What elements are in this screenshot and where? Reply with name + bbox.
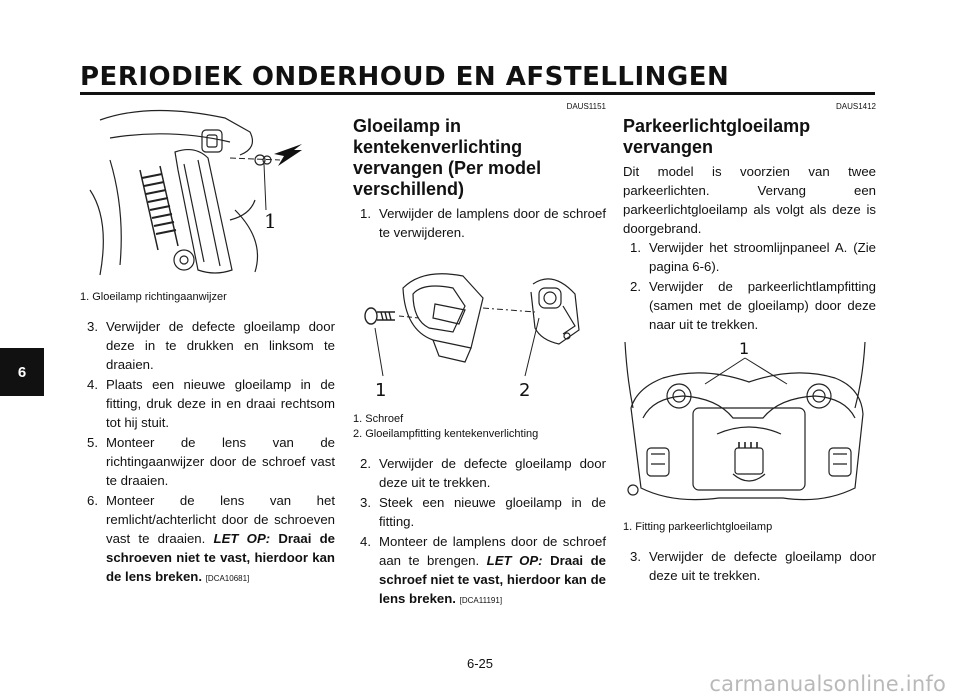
column-1: [80, 100, 335, 589]
list-item: 3. Verwijder de defecte gloeilamp door deze uit te trekken.: [630, 549, 876, 583]
figure-caption: 1. Gloeilamp richtingaanwijzer: [80, 291, 227, 303]
figure-caption: 1. Fitting parkeerlichtgloeilamp: [623, 521, 773, 533]
caution-code: [DCA11191]: [459, 596, 503, 605]
list-item: 4. Monteer de lamplens door de schroef aan te brengen. LET OP: Draai de schroef niet te vast, hierdoor kan de lens breken. [DCA11191]: [360, 534, 606, 606]
list-item: 2. Verwijder de defecte gloeilamp door deze uit te trekken.: [360, 456, 606, 490]
instruction-list: [623, 547, 876, 585]
figure-callout-2: 2: [519, 380, 531, 398]
figure-callout-1: 1: [264, 209, 277, 233]
page-header-title: PERIODIEK ONDERHOUD EN AFSTELLINGEN: [80, 62, 730, 92]
list-item: 6. Monteer de lens van het remlicht/achterlicht door de schroeven vast te draaien. LET OP: Draai de schroeven niet te vast, hierdoor kan de lens breken. [DCA10681]: [87, 493, 335, 584]
instruction-list: [353, 204, 606, 242]
intro-paragraph: Dit model is voorzien van twee parkeerlichten. Vervang een parkeerlichtgloeilamp als volgt als deze is doorgebrand.: [623, 164, 876, 236]
figure-callout-1: 1: [375, 380, 387, 398]
list-item: 3. Steek een nieuwe gloeilamp in de fitting.: [360, 495, 606, 529]
caution-text: Draai de schroef niet te vast, hierdoor kan de lens breken.: [379, 553, 606, 606]
caption-line: 1. Schroef: [353, 413, 404, 425]
license-light-figure: [353, 248, 606, 398]
list-item: 1. Verwijder de lamplens door de schroef te verwijderen.: [360, 206, 606, 240]
instruction-list: [623, 238, 876, 334]
figure-caption: [353, 412, 606, 442]
section-title: Parkeerlichtgloeilamp vervangen: [623, 116, 811, 157]
column-2: [353, 100, 606, 611]
list-item: 3. Verwijder de defecte gloeilamp door deze in te drukken en linksom te draaien.: [87, 319, 335, 372]
caution-code: [DCA10681]: [205, 574, 250, 583]
caption-line: 2. Gloeilampfitting kentekenverlichting: [353, 428, 539, 440]
list-item: 1. Verwijder het stroomlijnpaneel A. (Zie pagina 6-6).: [630, 240, 876, 274]
caution-label: LET OP:: [486, 553, 543, 568]
column-3: [623, 100, 876, 586]
parking-light-figure: [623, 338, 876, 508]
header-rule: [80, 92, 875, 95]
page-number: 6-25: [466, 656, 494, 671]
section-code: DAUS1412: [835, 102, 876, 111]
figure-callout-1: 1: [739, 339, 750, 358]
section-code: DAUS1151: [566, 102, 606, 111]
instruction-list: [80, 317, 335, 588]
watermark-text[interactable]: carmanualsonline.info: [709, 672, 946, 696]
list-item: 2. Verwijder de parkeerlichtlampfitting (samen met de gloeilamp) door deze naar uit te trekken.: [630, 279, 876, 332]
caution-text: Draai de schroeven niet te vast, hierdoor kan de lens breken.: [106, 531, 335, 584]
caution-label: LET OP:: [213, 531, 271, 546]
turn-signal-bulb-figure: [80, 100, 335, 280]
list-item: 5. Monteer de lens van de richtingaanwijzer door de schroef vast te draaien.: [87, 435, 335, 488]
instruction-list: [353, 454, 606, 610]
section-title: Gloeilamp in kentekenverlichting vervangen (Per model verschillend): [353, 116, 542, 199]
list-item: 4. Plaats een nieuwe gloeilamp in de fitting, druk deze in en draai rechtsom tot hij stuit.: [87, 377, 335, 430]
chapter-tab[interactable]: 6: [0, 348, 44, 396]
